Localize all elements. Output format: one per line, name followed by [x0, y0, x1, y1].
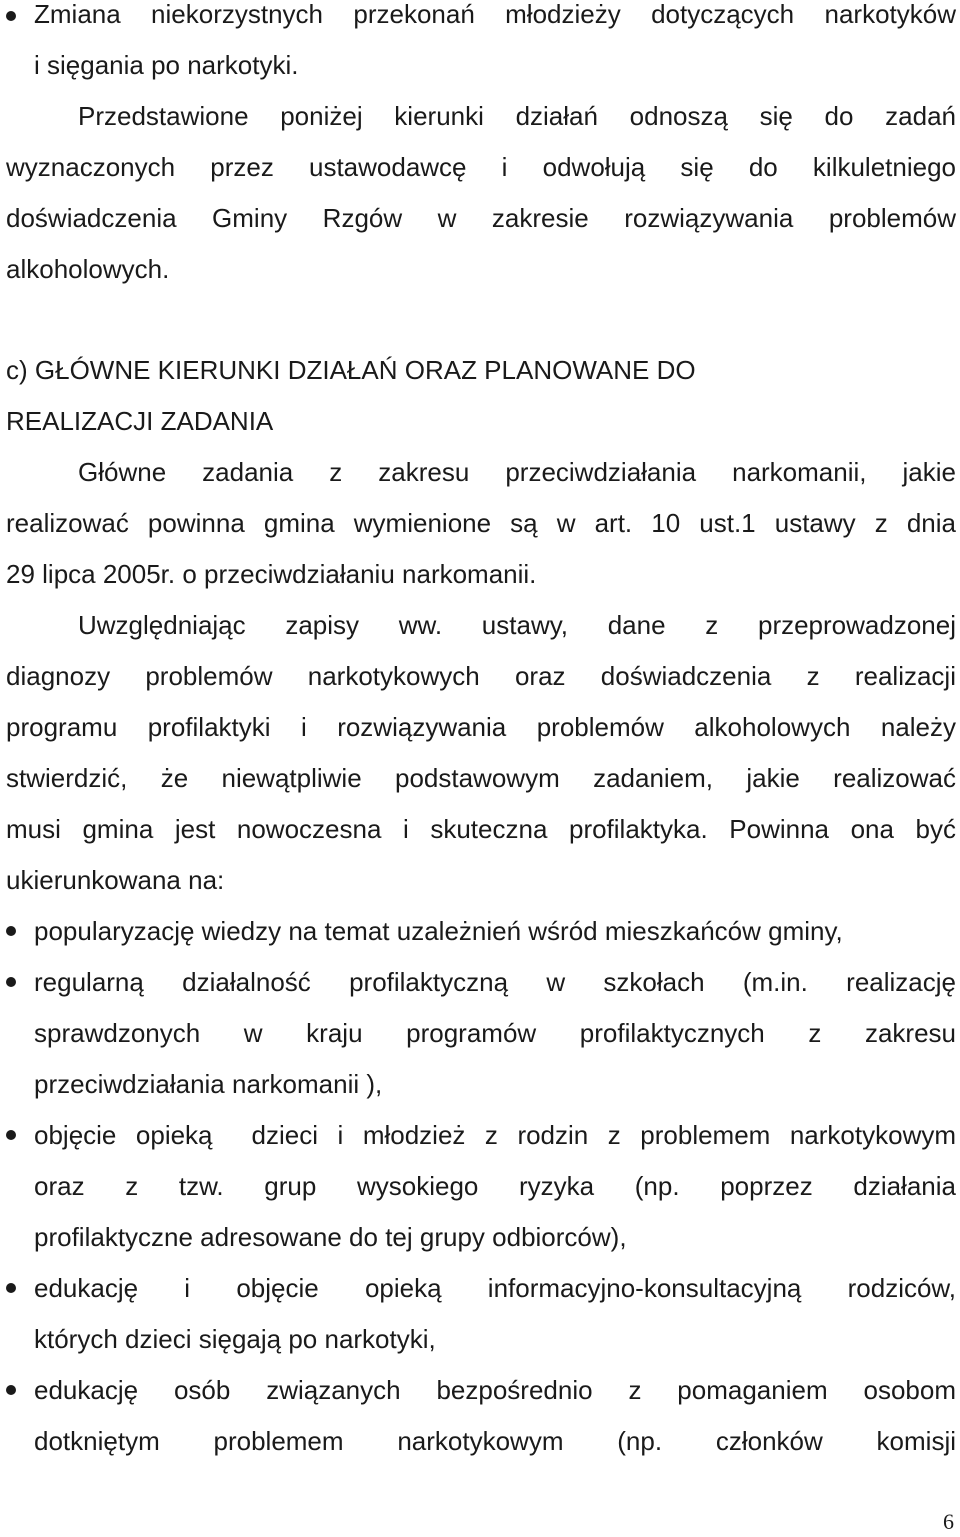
- list-item: popularyzację wiedzy na temat uzależnień wśród mieszkańców gminy,: [34, 916, 843, 946]
- list-item: których dzieci sięgają po narkotyki,: [34, 1324, 436, 1354]
- paragraph-line: musi gmina jest nowoczesna i skuteczna profilaktyka. Powinna ona być: [6, 814, 956, 844]
- bullet-icon: [6, 977, 16, 987]
- list-item: sprawdzonych w kraju programów profilaktycznych z zakresu: [34, 1018, 956, 1048]
- paragraph-line: Przedstawione poniżej kierunki działań odnoszą się do zadań: [78, 101, 956, 131]
- paragraph-line: alkoholowych.: [6, 254, 170, 284]
- bullet-icon: [6, 926, 16, 936]
- bullet-icon: [6, 1130, 16, 1140]
- paragraph-line: Uwzględniając zapisy ww. ustawy, dane z przeprowadzonej: [78, 610, 956, 640]
- list-item: dotkniętym problemem narkotykowym (np. członków komisji: [34, 1426, 956, 1456]
- paragraph-line: programu profilaktyki i rozwiązywania problemów alkoholowych należy: [6, 712, 956, 742]
- bullet-icon: [6, 1283, 16, 1293]
- list-item: edukację i objęcie opieką informacyjno-konsultacyjną rodziców,: [34, 1273, 956, 1303]
- section-heading: c) GŁÓWNE KIERUNKI DZIAŁAŃ ORAZ PLANOWANE DO: [6, 355, 696, 385]
- paragraph-line: wyznaczonych przez ustawodawcę i odwołują się do kilkuletniego: [6, 152, 956, 182]
- list-item: przeciwdziałania narkomanii ),: [34, 1069, 383, 1099]
- list-item: regularną działalność profilaktyczną w szkołach (m.in. realizację: [34, 967, 956, 997]
- page-number: 6: [943, 1509, 954, 1534]
- list-item: objęcie opieką dzieci i młodzież z rodzin z problemem narkotykowym: [34, 1120, 956, 1150]
- list-item: oraz z tzw. grup wysokiego ryzyka (np. poprzez działania: [34, 1171, 956, 1201]
- list-item: profilaktyczne adresowane do tej grupy odbiorców),: [34, 1222, 627, 1252]
- paragraph-line: doświadczenia Gminy Rzgów w zakresie rozwiązywania problemów: [6, 203, 956, 233]
- list-item: edukację osób związanych bezpośrednio z pomaganiem osobom: [34, 1375, 956, 1405]
- bullet-text-line: i sięgania po narkotyki.: [34, 50, 299, 80]
- section-heading: REALIZACJI ZADANIA: [6, 406, 274, 436]
- paragraph-line: ukierunkowana na:: [6, 865, 225, 895]
- bullet-icon: [6, 11, 16, 21]
- paragraph-line: realizować powinna gmina wymienione są w art. 10 ust.1 ustawy z dnia: [6, 508, 956, 538]
- paragraph-line: 29 lipca 2005r. o przeciwdziałaniu narkomanii.: [6, 559, 537, 589]
- bullet-text-line: Zmiana niekorzystnych przekonań młodzieży dotyczących narkotyków: [34, 0, 956, 29]
- paragraph-line: Główne zadania z zakresu przeciwdziałania narkomanii, jakie: [78, 457, 956, 487]
- bullet-icon: [6, 1385, 16, 1395]
- paragraph-line: stwierdzić, że niewątpliwie podstawowym zadaniem, jakie realizować: [6, 763, 956, 793]
- paragraph-line: diagnozy problemów narkotykowych oraz doświadczenia z realizacji: [6, 661, 956, 691]
